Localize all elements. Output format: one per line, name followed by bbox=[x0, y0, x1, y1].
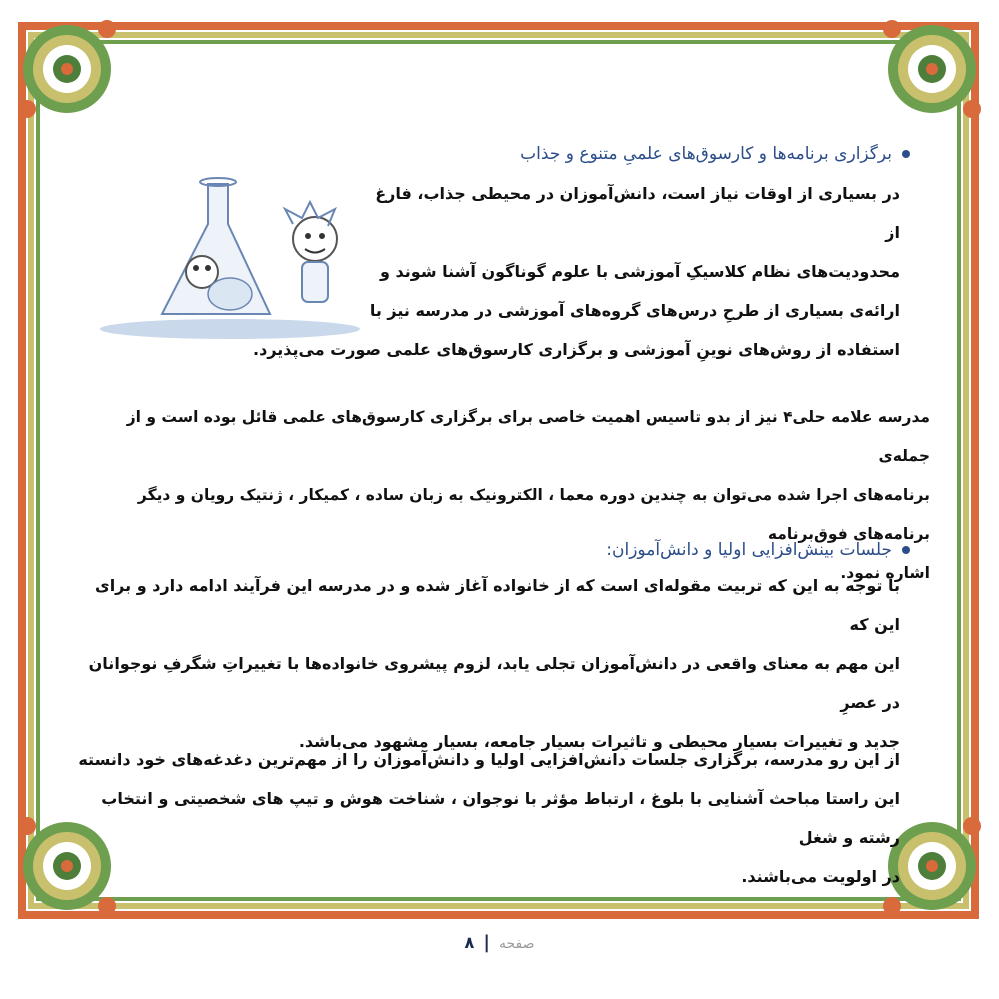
footer-separator: | bbox=[483, 932, 490, 953]
paragraph-line: محدودیت‌های نظام کلاسیکِ آموزشی با علوم گوناگون آشنا شوند و bbox=[380, 262, 900, 281]
section-insight-sessions bbox=[70, 540, 930, 761]
corner-ornament-icon bbox=[877, 14, 987, 124]
paragraph bbox=[70, 566, 930, 761]
section-title: برگزاری برنامه‌ها و کارسوق‌های علمیِ متنوع و جذاب bbox=[520, 144, 892, 164]
paragraph-line: برنامه‌های اجرا شده می‌توان به چندین دوره معما ، الکترونیک به زبان ساده ، کمیکار ، ژنتیک رویان و دیگر برنامه‌های فوق‌برنامه bbox=[137, 486, 930, 543]
paragraph-line: جدید و تغییرات بسیار محیطی و تاثیرات بسیار جامعه، بسیار مشهود می‌باشد. bbox=[298, 732, 900, 751]
paragraph-line: این مهم به معنای واقعی در دانش‌آموزان تجلی یابد، لزوم پیشروی خانواده‌ها با تغییراتِ شگرفِ نوجوانان در عصرِ bbox=[88, 654, 900, 712]
bullet-heading bbox=[70, 540, 910, 560]
document-body bbox=[70, 130, 930, 886]
corner-ornament-icon bbox=[12, 14, 122, 124]
bullet-dot-icon bbox=[902, 150, 910, 158]
bullet-dot-icon bbox=[902, 546, 910, 554]
paragraph-line: در بسیاری از اوقات نیاز است، دانش‌آموزان در محیطی جذاب، فارغ از bbox=[375, 184, 900, 242]
page-number: ۸ bbox=[464, 933, 475, 952]
paragraph-line: استفاده از روش‌های نوینِ آموزشی و برگزاری کارسوق‌های علمی صورت می‌پذیرد. bbox=[253, 340, 900, 359]
page-footer bbox=[0, 932, 999, 953]
paragraph-line: در اولویت می‌باشند. bbox=[741, 867, 900, 886]
paragraph bbox=[70, 740, 930, 896]
paragraph-line: این راستا مباحث آشنایی با بلوغ ، ارتباط مؤثر با نوجوان ، شناخت هوش و تیپ های شخصیتی و انتخاب رشته و شغل bbox=[101, 789, 900, 847]
lab-flask-illustration-icon bbox=[90, 164, 380, 344]
paragraph-line: ارائه‌ی بسیاری از طرحِ درس‌های گروه‌های آموزشی در مدرسه نیز با bbox=[369, 301, 900, 320]
paragraph-line: از این رو مدرسه، برگزاری جلسات دانش‌افزایی اولیا و دانش‌آموزان را از مهم‌ترین دغدغه‌های خود دانسته bbox=[78, 750, 900, 769]
paragraph-line: با توجه به این که تربیت مقوله‌ای است که از خانواده آغاز شده و در مدرسه این فرآیند ادامه دارد و برای این که bbox=[95, 576, 900, 634]
bullet-heading bbox=[70, 144, 910, 164]
section-priority-topics bbox=[70, 740, 930, 896]
section-title: جلسات بینش‌افزایی اولیا و دانش‌آموزان: bbox=[606, 540, 892, 560]
paragraph-line: اشاره نمود. bbox=[840, 564, 930, 582]
section-science-workshops bbox=[70, 144, 930, 369]
page-label: صفحه bbox=[499, 936, 535, 952]
paragraph-line: مدرسه علامه حلی۴ نیز از بدو تاسیس اهمیت خاصی برای برگزاری کارسوق‌های علمی قائل بوده است و از جمله‌ی bbox=[126, 408, 930, 465]
